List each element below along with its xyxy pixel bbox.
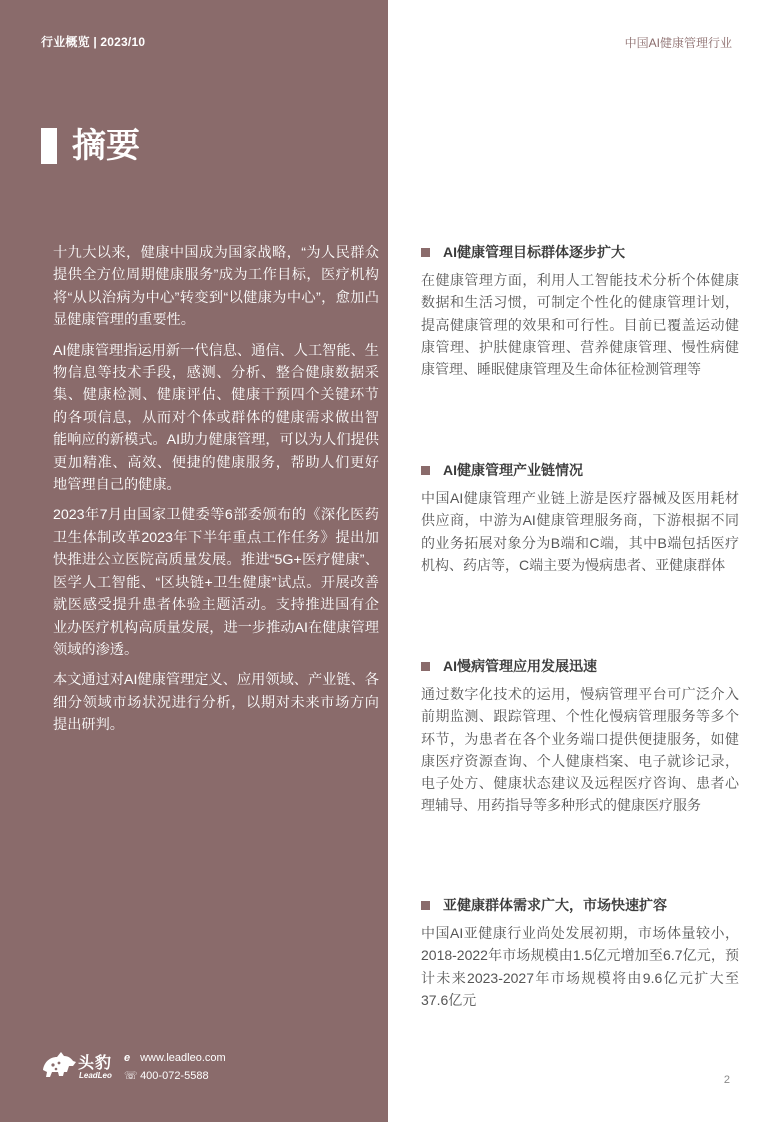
summary-text bbox=[53, 242, 379, 745]
report-industry: 中国AI健康管理行业 bbox=[624, 36, 732, 50]
section-title: AI慢病管理应用发展迅速 bbox=[443, 658, 597, 674]
phone-icon: ☏ bbox=[124, 1070, 138, 1082]
summary-paragraph: 2023年7月由国家卫健委等6部委颁布的《深化医药卫生体制改革2023年下半年重点工作任务》提出加快推进公立医院高质量发展。推进“5G+医疗健康”、医学人工智能、“区块链+卫生健康”试点。开展改善就医感受提升患者体验主题活动。支持推进国有企业办医疗机构高质量发展，进一步推动AI在健康管理领域的渗透。 bbox=[53, 507, 379, 658]
phone-row bbox=[124, 1069, 209, 1082]
section-title: 亚健康群体需求广大，市场快速扩容 bbox=[443, 897, 667, 913]
square-bullet-icon bbox=[421, 248, 430, 257]
section-industry-chain bbox=[421, 460, 739, 576]
logo-text: 头豹 bbox=[78, 1055, 113, 1072]
website-link[interactable]: www.leadleo.com bbox=[140, 1052, 226, 1064]
section-chronic-disease bbox=[421, 656, 739, 817]
website-row bbox=[124, 1052, 226, 1064]
section-body: 通过数字化技术的运用，慢病管理平台可广泛介入前期监测、跟踪管理、个性化慢病管理服务等多个环节，为患者在各个业务端口提供便捷服务，如健康医疗资源查询、个人健康档案、电子就诊记录，电子处方、健康状态建议及远程医疗咨询、患者心理辅导、用药指导等多种形式的健康医疗服务 bbox=[421, 686, 739, 814]
section-target-group bbox=[421, 242, 739, 380]
section-body: 在健康管理方面，利用人工智能技术分析个体健康数据和生活习惯，可制定个性化的健康管理计划，提高健康管理的效果和可行性。目前已覆盖运动健康管理、护肤健康管理、营养健康管理、慢性病健康管理、睡眠健康管理及生命体征检测管理等 bbox=[421, 272, 739, 378]
web-icon: e bbox=[124, 1052, 131, 1064]
page-title: 摘要 bbox=[72, 127, 140, 165]
section-header bbox=[421, 656, 739, 680]
title-bar bbox=[41, 128, 57, 164]
section-body: 中国AI健康管理产业链上游是医疗器械及医用耗材供应商，中游为AI健康管理服务商，下游根据不同的业务拓展对象分为B端和C端，其中B端包括医疗机构、药店等，C端主要为慢病患者、亚健康群体 bbox=[421, 490, 739, 573]
square-bullet-icon bbox=[421, 466, 430, 475]
section-header bbox=[421, 460, 739, 484]
phone-number: 400-072-5588 bbox=[140, 1070, 209, 1082]
summary-paragraph: 本文通过对AI健康管理定义、应用领域、产业链、各细分领域市场状况进行分析，以期对未来市场方向提出研判。 bbox=[53, 672, 379, 734]
section-header bbox=[421, 242, 739, 266]
report-category: 行业概览 | 2023/10 bbox=[41, 35, 146, 49]
section-header bbox=[421, 895, 739, 919]
section-body: 中国AI亚健康行业尚处发展初期，市场体量较小，2018-2022年市场规模由1.5亿元增加至6.7亿元，预计未来2023-2027年市场规模将由9.6亿元扩大至37.6亿元 bbox=[421, 925, 739, 1008]
footer bbox=[40, 1048, 240, 1088]
section-title: AI健康管理产业链情况 bbox=[443, 462, 583, 478]
leopard-logo-icon bbox=[40, 1048, 78, 1082]
summary-paragraph: 十九大以来，健康中国成为国家战略，“为人民群众提供全方位周期健康服务”成为工作目标，医疗机构将“从以治病为中心”转变到“以健康为中心”，愈加凸显健康管理的重要性。 bbox=[53, 245, 379, 329]
logo-text-en: LeadLeo bbox=[79, 1071, 112, 1080]
summary-paragraph: AI健康管理指运用新一代信息、通信、人工智能、生物信息等技术手段，感测、分析、整合健康数据采集、健康检测、健康评估、健康干预四个关键环节的各项信息，从而对个体或群体的健康需求做出智能响应的新模式。AI助力健康管理，可以为人们提供更加精准、高效、便捷的健康服务，帮助人们更好地管理自己的健康。 bbox=[53, 342, 379, 494]
section-subhealth-market bbox=[421, 895, 739, 1011]
section-title: AI健康管理目标群体逐步扩大 bbox=[443, 244, 625, 260]
square-bullet-icon bbox=[421, 901, 430, 910]
page-number: 2 bbox=[723, 1074, 730, 1086]
square-bullet-icon bbox=[421, 662, 430, 671]
